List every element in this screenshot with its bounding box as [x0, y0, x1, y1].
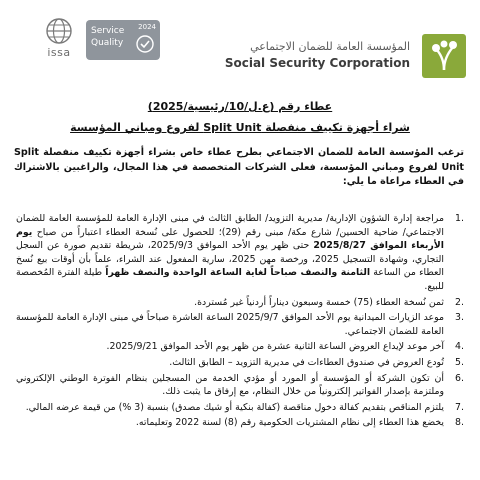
item-number: .1: [455, 213, 464, 224]
item-text: موعد الزيارات الميدانية يوم الأحد الموافق 2025/9/7 الساعة العاشرة صباحاً في مبنى الإدارة العامة للمؤسسة العامة للضمان الاجتماعي.: [16, 312, 444, 337]
item-number: .4: [455, 341, 464, 353]
list-item: [16, 340, 464, 354]
item-text: أن تكون الشركة أو المؤسسة أو المورد أو مؤدي الخدمة من المسجلين بنظام الفوترة الوطني الإلكتروني وملتزمة بإصدار الفواتير إلكترونياً من خلال النظام، مع إرفاق ما يثبت ذلك.: [16, 372, 444, 398]
item-text: ثمن نُسخة العطاء (75) خمسة وسبعون ديناراً أردنياً غير مُستردة.: [194, 296, 444, 308]
item-number: .3: [455, 312, 464, 324]
item-number: .5: [455, 356, 464, 368]
item-text: آخر موعد لإيداع العروض الساعة الثانية عشرة من ظهر يوم الأحد الموافق 2025/9/21.: [106, 341, 444, 353]
issa-logo: [40, 16, 78, 59]
organization-name: [225, 40, 410, 70]
item-text-part: طيلة الفترة المُخصصة للبيع.: [16, 267, 444, 292]
tree-logo-icon: [422, 34, 466, 78]
item-text-bold: يوم الأربعاء الموافق 2025/8/27: [16, 226, 444, 252]
issa-label: issa: [47, 46, 71, 59]
service-quality-badge: [86, 20, 160, 60]
item-text: يلتزم المناقص بتقديم كفالة دخول مناقصة (كفالة بنكية أو شيك مصدق) بنسبة (3 %) من قيمة عرضه المالي.: [25, 401, 444, 413]
item-text-bold: الثامنة والنصف صباحاً لغاية الساعة الواحدة والنصف ظهراً: [105, 267, 371, 279]
list-item: [16, 212, 464, 294]
list-item: [16, 311, 464, 338]
item-text: يخضع هذا العطاء إلى نظام المشتريات الحكومية رقم (8) لسنة 2022 وتعليماته.: [135, 417, 444, 429]
badge-line-1: Service: [91, 26, 125, 36]
list-item: [16, 372, 464, 399]
list-item: [16, 296, 464, 310]
tender-number-title: [0, 100, 480, 113]
ssc-logo: [422, 34, 466, 78]
list-item: [16, 416, 464, 430]
item-number: .2: [455, 296, 464, 308]
org-name-arabic: المؤسسة العامة للضمان الاجتماعي: [250, 40, 410, 53]
conditions-list: [16, 212, 464, 432]
item-number: .6: [455, 372, 464, 384]
tender-number: عطاء رقم (ع.ل/10/رئيسية/2025): [147, 100, 333, 113]
letterhead: [0, 0, 480, 86]
item-text-part: حتى ظهر يوم الأحد الموافق 2025/9/3، شريطة تقديم صورة عن السجل التجاري، وشهادة التسجيل 2025، ورخصة مهن 2025، سارية المفعول عند الشراء، علماً بأن أوقات بيع نُسخ العطاء من الساعة: [16, 240, 445, 279]
item-number: .8: [455, 417, 464, 429]
tender-subject-title: [0, 121, 480, 134]
tender-subject: شراء أجهزة تكييف منفصلة Split Unit لفروع ومباني المؤسسة: [70, 121, 410, 134]
list-item: [16, 356, 464, 370]
intro-paragraph: ترغب المؤسسة العامة للضمان الاجتماعي بطرح عطاء خاص بشراء أجهزة تكييف منفصلة Split Unit لفروع ومباني المؤسسة، فعلى الشركات المتخصصة في هذا المجال، والراغبين بالاشتراك في العطاء مراعاة ما يلي:: [14, 147, 464, 187]
item-number: .7: [455, 401, 464, 413]
badge-line-2: Quality: [91, 38, 124, 48]
checkmark-shield-icon: [135, 34, 155, 54]
item-text: تُودع العروض في صندوق العطاءات في مديرية التزويد – الطابق الثالث.: [169, 356, 444, 368]
globe-icon: [44, 16, 74, 46]
list-item: [16, 401, 464, 415]
item-text-part: مراجعة إدارة الشؤون الإدارية/ مديرية التزويد/ الطابق الثالث في مبنى الإدارة العامة للمؤسسة العامة للضمان الاجتماعي/ ضاحية الحسين/ شارع مكة/ مبنى رقم (29)؛ للحصول على نُسخة العطاء اعتباراً من صباح: [16, 213, 444, 238]
org-name-english: Social Security Corporation: [224, 56, 410, 70]
badge-year: 2024: [138, 23, 156, 31]
